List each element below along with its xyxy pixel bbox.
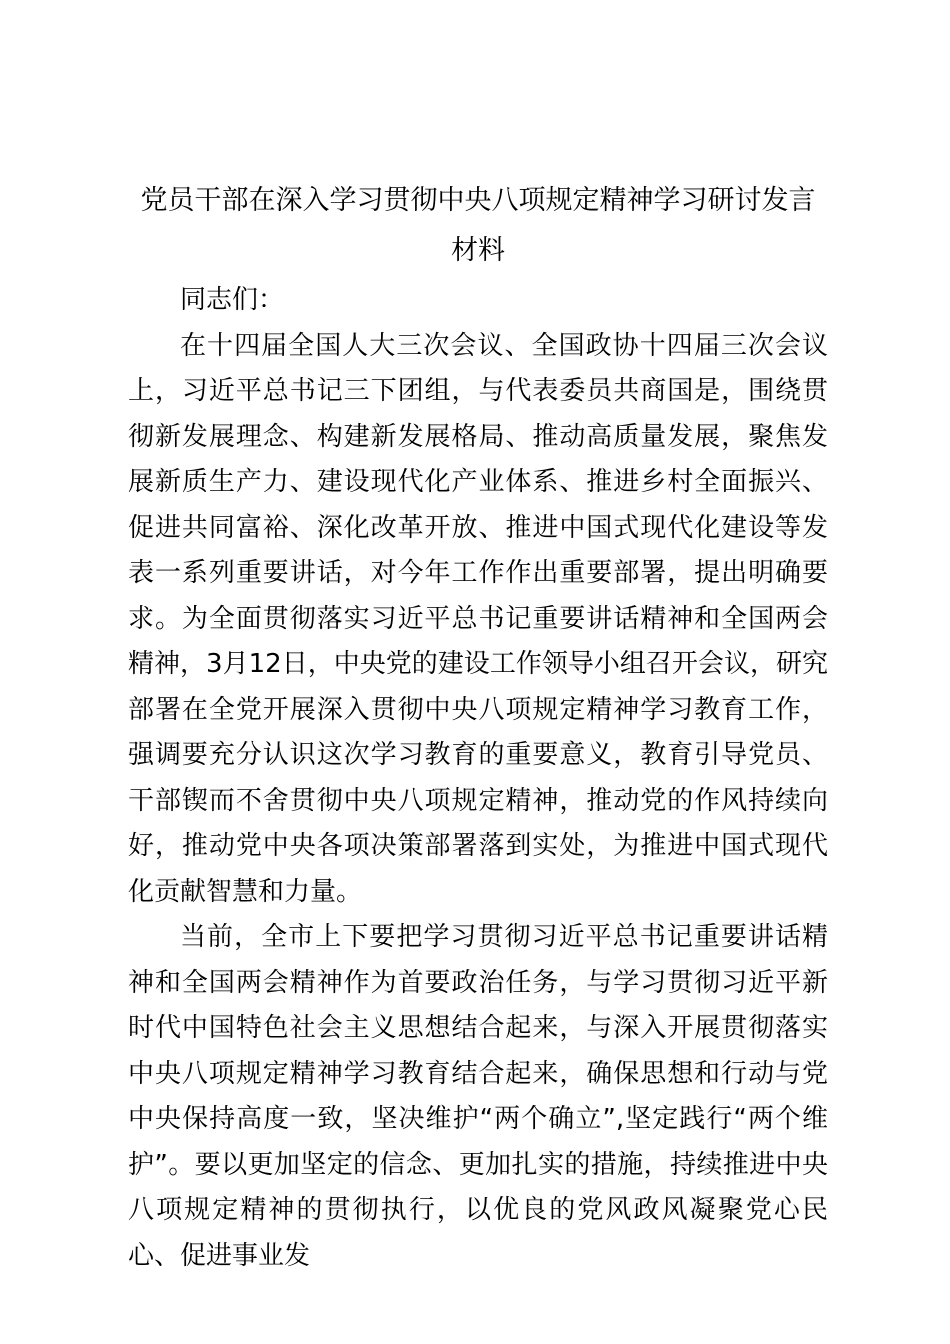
document-body [128,278,828,1279]
salutation: 同志们： [180,285,285,315]
paragraph-1: 在十四届全国人大三次会议、全国政协十四届三次会议上，习近平总书记三下团组，与代表委员共商国是，围绕贯彻新发展理念、构建新发展格局、推动高质量发展，聚焦发展新质生产力、建设现代化产业体系、推进乡村全面振兴、促进共同富裕、深化改革开放、推进中国式现代化建设等发表一系列重要讲话，对今年工作作出重要部署，提出明确要求。为全面贯彻落实习近平总书记重要讲话精神和全国两会精神，3月12日，中央党的建设工作领导小组召开会议，研究部署在全党开展深入贯彻中央八项规定精神学习教育工作，强调要充分认识这次学习教育的重要意义，教育引导党员、干部锲而不舍贯彻中央八项规定精神，推动党的作风持续向好，推动党中央各项决策部署落到实处，为推进中国式现代化贡献智慧和力量。 [128,330,828,907]
paragraph-2: 当前，全市上下要把学习贯彻习近平总书记重要讲话精神和全国两会精神作为首要政治任务，与学习贯彻习近平新时代中国特色社会主义思想结合起来，与深入开展贯彻落实中央八项规定精神学习教育结合起来，确保思想和行动与党中央保持高度一致，坚决维护“两个确立”,坚定践行“两个维护”。要以更加坚定的信念、更加扎实的措施，持续推进中央八项规定精神的贯彻执行，以优良的党风政风凝聚党心民心、促进事业发 [128,922,828,1271]
document-title: 党员干部在深入学习贯彻中央八项规定精神学习研讨发言材料 [140,185,816,266]
